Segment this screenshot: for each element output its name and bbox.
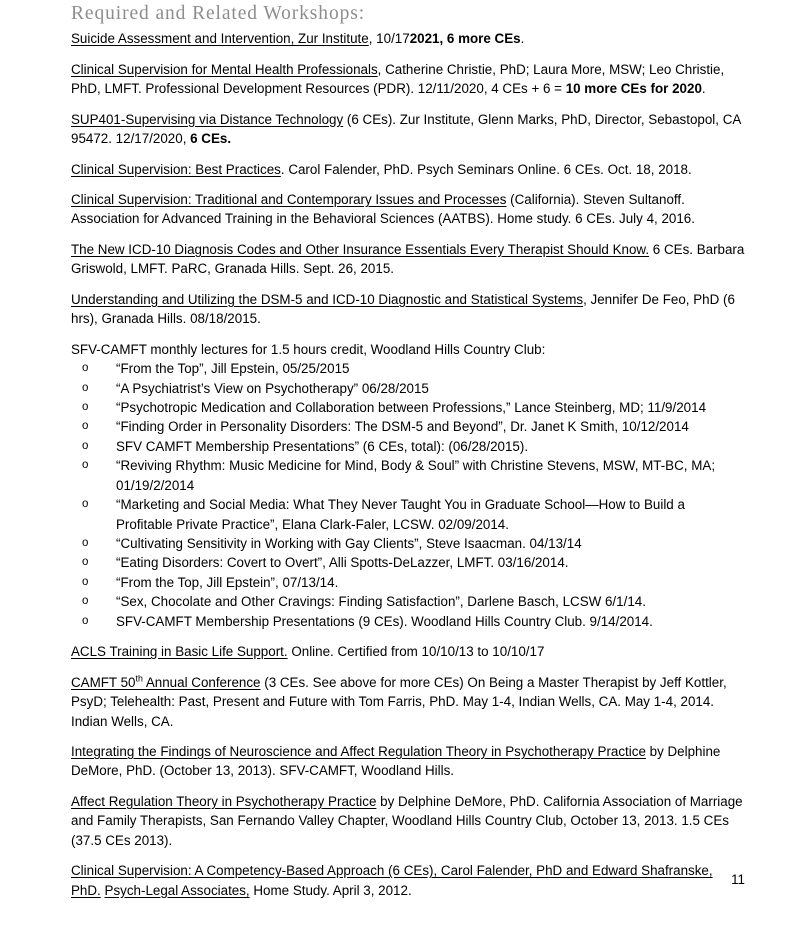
bullet-circle-icon: o — [82, 400, 89, 413]
entry-title: Suicide Assessment and Intervention, Zur Institute — [71, 31, 369, 47]
list-item — [71, 534, 745, 553]
list-item-label: “Eating Disorders: Covert to Overt”, Alli Spotts-DeLazzer, LMFT. 03/16/2014. — [116, 555, 569, 571]
list-item — [71, 592, 745, 611]
list-item — [71, 612, 745, 631]
bullet-circle-icon: o — [82, 556, 89, 569]
entry-title: Understanding and Utilizing the DSM-5 and ICD-10 Diagnostic and Statistical Systems — [71, 291, 584, 307]
list-item — [71, 553, 745, 572]
bullet-circle-icon: o — [82, 381, 89, 394]
entry-detail: , Catherine Christie, PhD; Laura More, MSW; Leo Christie, PhD, LMFT. Professional Development Resources (PDR). 12/11/2020, 4 CEs + 6 = — [71, 61, 725, 97]
list-item-label: “Finding Order in Personality Disorders: The DSM-5 and Beyond”, Dr. Janet K Smith, 10/12/2014 — [116, 419, 689, 435]
list-item-label: “Marketing and Social Media: What They Never Taught You in Graduate School—How to Build a Profitable Private Practice”, Elana Clark-Faler, LCSW. 02/09/2014. — [116, 497, 685, 532]
bullet-circle-icon: o — [82, 575, 89, 588]
entry-detail: Home Study. April 3, 2012. — [249, 882, 412, 898]
page-title: Required and Related Workshops: — [71, 3, 366, 24]
list-item-label: “From the Top, Jill Epstein”, 07/13/14. — [116, 574, 339, 590]
entry-title: ACLS Training in Basic Life Support. — [71, 644, 288, 660]
entry-clinical-supervision-traditional — [71, 190, 745, 229]
lecture-section-intro: SFV-CAMFT monthly lectures for 1.5 hours credit, Woodland Hills Country Club: — [71, 341, 546, 357]
entry-understanding-dsm5-icd10 — [71, 290, 745, 329]
bullet-circle-icon: o — [82, 537, 89, 549]
entry-title: Integrating the Findings of Neuroscience and Affect Regulation Theory in Psychotherapy Practice — [71, 743, 646, 759]
entry-title: Clinical Supervision: Best Practices — [71, 161, 281, 177]
entry-title: Clinical Supervision for Mental Health Professionals — [71, 61, 378, 77]
document-content — [71, 2, 745, 911]
entry-suicide-assessment — [71, 29, 745, 48]
entry-title-line-2: Psych-Legal Associates, — [104, 882, 250, 898]
entry-new-icd-10-diagnosis-codes — [71, 240, 745, 279]
list-item — [71, 437, 745, 456]
list-item-label: “Reviving Rhythm: Music Medicine for Mind, Body & Soul” with Christine Stevens, MSW, MT-BC, MA; 01/19/2/2014 — [116, 458, 716, 493]
entry-detail: (6 CEs). Zur Institute, Glenn Marks, PhD, Director, Sebastopol, CA 95472. 12/17/2020, — [71, 111, 741, 147]
entry-title-pre: CAMFT 50 — [71, 674, 136, 690]
list-item-label: “Sex, Chocolate and Other Cravings: Finding Satisfaction”, Darlene Basch, LCSW 6/1/14. — [116, 594, 646, 610]
list-item — [71, 456, 745, 495]
ordinal-suffix: th — [135, 673, 143, 684]
entry-detail: by Delphine DeMore, PhD. (October 13, 2013). SFV-CAMFT, Woodland Hills. — [71, 743, 721, 779]
list-item — [71, 573, 745, 592]
list-item — [71, 495, 745, 534]
entry-sup401-distance-technology — [71, 110, 745, 149]
entry-detail: Online. Certified from 10/10/13 to 10/10/17 — [287, 644, 545, 660]
entry-title-post: Annual Conference — [142, 674, 261, 690]
entry-detail: . Carol Falender, PhD. Psych Seminars Online. 6 CEs. Oct. 18, 2018. — [280, 161, 692, 177]
entry-detail-bold: 6 CEs. — [190, 131, 232, 147]
entry-acls-training — [71, 642, 745, 661]
lecture-list — [71, 359, 745, 631]
bullet-circle-icon: o — [82, 595, 89, 608]
list-item — [71, 417, 745, 436]
bullet-circle-icon: o — [82, 459, 89, 472]
list-item-label: “From the Top”, Jill Epstein, 05/25/2015 — [116, 361, 350, 377]
entry-detail-bold: 2021, 6 more CEs — [409, 31, 521, 47]
page-number: 11 — [731, 872, 745, 887]
entry-detail: (California). Steven Sultanoff. Association for Advanced Training in the Behavioral Sciences (AATBS). Home study. 6 CEs. July 4, 2016. — [71, 192, 695, 227]
entry-title: The New ICD-10 Diagnosis Codes and Other Insurance Essentials Every Therapist Should Know. — [71, 241, 650, 257]
entry-title-line-1: Clinical Supervision: A Competency-Based Approach (6 CEs), Carol Falender, PhD and Edward Shafranske, PhD. — [71, 863, 713, 898]
entry-detail-tail: . — [701, 81, 706, 97]
list-item-label: “Cultivating Sensitivity in Working with Gay Clients”, Steve Isaacman. 04/13/14 — [116, 536, 582, 551]
list-item-label: “Psychotropic Medication and Collaboration between Professions,” Lance Steinberg, MD; 11/9/2014 — [116, 399, 707, 415]
bullet-circle-icon: o — [82, 420, 89, 433]
list-item — [71, 379, 745, 398]
entry-detail: by Delphine DeMore, PhD. California Association of Marriage and Family Therapists, San Fernando Valley Chapter, Woodland Hills Country Club, October 13, 2013. 1.5 CEs (37.5 CEs 2013). — [71, 793, 743, 848]
bullet-circle-icon: o — [82, 614, 89, 627]
bullet-circle-icon: o — [82, 439, 89, 452]
list-item — [71, 359, 745, 378]
entry-camft-50th-annual-conference — [71, 673, 745, 731]
entry-clinical-supervision-best-practices — [71, 160, 745, 179]
entry-title: Clinical Supervision: Traditional and Contemporary Issues and Processes — [71, 192, 507, 207]
entry-detail-bold: 10 more CEs for 2020 — [565, 81, 702, 97]
list-item-label: “A Psychiatrist’s View on Psychotherapy” 06/28/2015 — [116, 380, 429, 396]
entry-clinical-supervision-mental-health — [71, 60, 745, 99]
entry-detail: 6 CEs. Barbara Griswold, LMFT. PaRC, Granada Hills. Sept. 26, 2015. — [71, 241, 745, 277]
list-item-label: SFV CAMFT Membership Presentations” (6 CEs, total): (06/28/2015). — [116, 438, 529, 454]
entry-title — [71, 675, 261, 690]
entry-detail: , 10/17 — [368, 31, 410, 47]
list-item — [71, 398, 745, 417]
entry-integrating-findings-neuroscience — [71, 742, 745, 781]
entry-affect-regulation-theory — [71, 792, 745, 850]
entry-detail-tail: . — [520, 31, 525, 47]
entry-detail: , Jennifer De Feo, PhD (6 hrs), Granada Hills. 08/18/2015. — [71, 291, 735, 327]
bullet-circle-icon: o — [82, 498, 89, 511]
bullet-circle-icon: o — [82, 362, 89, 375]
entry-detail: (3 CEs. See above for more CEs) On Being a Master Therapist by Jeff Kottler, PsyD; Telehealth: Past, Present and Future with Tom Farris, PhD. May 1-4, Indian Wells, CA. May 1-4, 2014. Indian Wells, CA. — [71, 674, 727, 729]
entry-title: SUP401-Supervising via Distance Technology — [71, 111, 344, 127]
entry-title: Affect Regulation Theory in Psychotherapy Practice — [71, 793, 377, 809]
list-item-label: SFV-CAMFT Membership Presentations (9 CEs). Woodland Hills Country Club. 9/14/2014. — [116, 613, 653, 629]
